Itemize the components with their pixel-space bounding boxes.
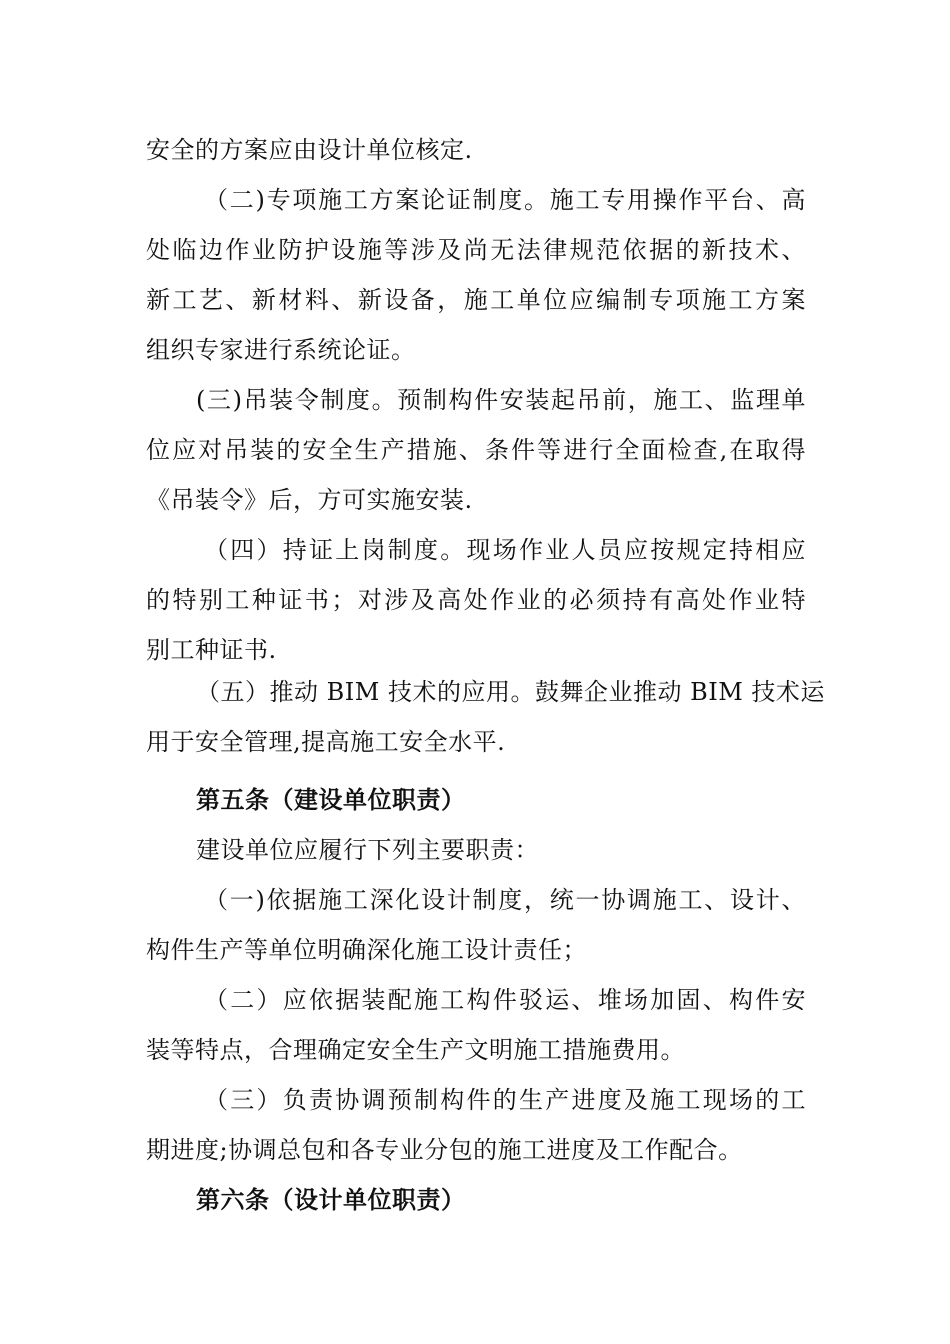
text-line: (三)吊装令制度。预制构件安装起吊前，施工、监理单 — [196, 386, 806, 414]
text-line: 组织专家进行系统论证。 — [146, 336, 416, 364]
text-line: 的特别工种证书；对涉及高处作业的必须持有高处作业特 — [146, 586, 806, 614]
text-line: （一)依据施工深化设计制度，统一协调施工、设计、 — [204, 886, 806, 914]
text-line: 别工种证书. — [146, 636, 277, 664]
text-line: （二）应依据装配施工构件驳运、堆场加固、构件安 — [204, 986, 806, 1014]
text-line: 构件生产等单位明确深化施工设计责任； — [146, 936, 587, 964]
text-line: （四）持证上岗制度。现场作业人员应按规定持相应 — [204, 536, 806, 564]
text-line: （二)专项施工方案论证制度。施工专用操作平台、高 — [204, 186, 806, 214]
text-line: （三）负责协调预制构件的生产进度及施工现场的工 — [204, 1086, 806, 1114]
text-line: 处临边作业防护设施等涉及尚无法律规范依据的新技术、 — [146, 236, 806, 264]
text-line: 期进度;协调总包和各专业分包的施工进度及工作配合。 — [146, 1136, 743, 1164]
text-line: （五）推动 BIM 技术的应用。鼓舞企业推动 BIM 技术运 — [196, 678, 825, 706]
text-line: 装等特点，合理确定安全生产文明施工措施费用。 — [146, 1036, 685, 1064]
article-heading: 第六条（设计单位职责） — [196, 1185, 466, 1214]
text-line: 安全的方案应由设计单位核定. — [146, 136, 473, 164]
text-line: 新工艺、新材料、新设备，施工单位应编制专项施工方案 — [146, 286, 806, 314]
text-line: 用于安全管理,提高施工安全水平. — [146, 728, 506, 756]
article-heading: 第五条（建设单位职责） — [196, 785, 466, 814]
text-line: 建设单位应履行下列主要职责： — [196, 836, 539, 864]
text-line: 《吊装令》后，方可实施安装. — [146, 486, 473, 514]
text-line: 位应对吊装的安全生产措施、条件等进行全面检查,在取得 — [146, 436, 806, 464]
